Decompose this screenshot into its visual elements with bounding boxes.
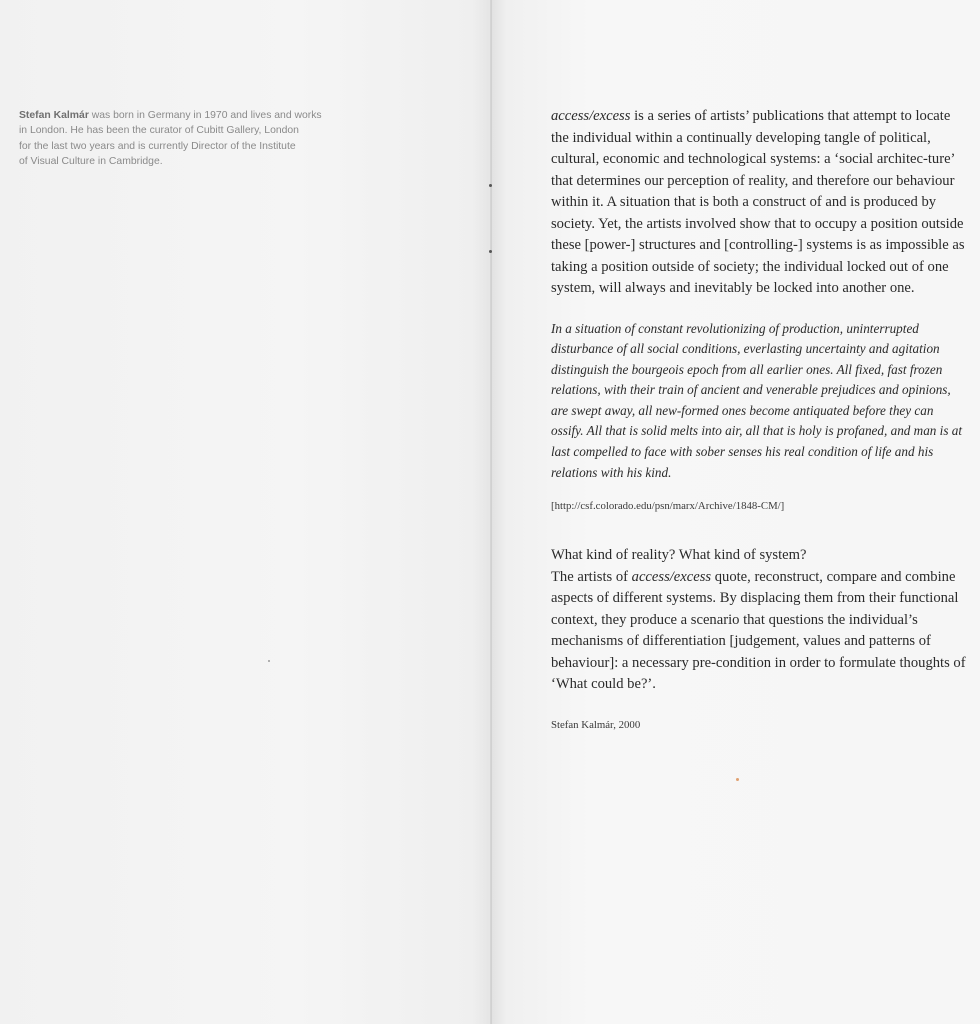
paper-speck: [489, 250, 492, 253]
intro-text: is a series of artists’ publications that attempt to locate the individual within a continually developing tangle of political, cultural, economic and technological systems: a ‘social architec-ture’ that determines our perception of reality, and therefore our behaviour within it. A situation that is both a construct of and is produced by society. Yet, the artists involved show that to occupy a position outside these [power-] structures and [controlling-] systems is as impossible as taking a position outside of society; the individual locked out of one system, will always and inevitably be locked into another one.: [551, 108, 965, 296]
question-heading: What kind of reality? What kind of system?: [551, 547, 807, 564]
author-bio: [19, 108, 369, 170]
paper-speck: [268, 660, 270, 662]
second-paragraph: [551, 567, 966, 696]
bio-line-1: was born in Germany in 1970 and lives and works: [88, 110, 322, 121]
quote-source-url: [http://csf.colorado.edu/psn/marx/Archive/1848-CM/]: [551, 500, 785, 513]
bio-line-3: for the last two years and is currently Director of the Institute: [19, 140, 296, 152]
signature: Stefan Kalmár, 2000: [551, 718, 641, 731]
bio-line-2: in London. He has been the curator of Cubitt Gallery, London: [19, 125, 299, 137]
paper-speck: [736, 778, 739, 781]
series-title-inline: access/excess: [631, 568, 712, 585]
intro-paragraph: [551, 106, 966, 300]
bio-author-name: Stefan Kalmár: [19, 110, 89, 121]
second-paragraph-start: The artists of: [551, 568, 632, 585]
marx-quote: In a situation of constant revolutionizing of production, uninterrupted disturbance of all social conditions, everlasting uncertainty and agitation distinguish the bourgeois epoch from all earlier ones. All fixed, fast frozen relations, with their train of ancient and venerable prejudices and opinions, are swept away, all new-formed ones become antiquated before they can ossify. All that is solid melts into air, all that is holy is profaned, and man is at last compelled to face with sober senses his real condition of life and his relations with his kind.: [551, 320, 963, 480]
paper-speck: [489, 184, 492, 187]
series-title: access/excess: [551, 108, 631, 124]
bio-line-4: of Visual Culture in Cambridge.: [19, 156, 163, 168]
essay-text: [551, 106, 966, 732]
second-section: [551, 545, 966, 696]
second-paragraph-rest: quote, reconstruct, compare and combine aspects of different systems. By displacing them from their functional context, they produce a scenario that questions the individual’s mechanisms of differentiation [judgement, values and patterns of behaviour]: a necessary pre-condition in order to formulate thoughts of ‘What could be?’.: [551, 568, 966, 693]
